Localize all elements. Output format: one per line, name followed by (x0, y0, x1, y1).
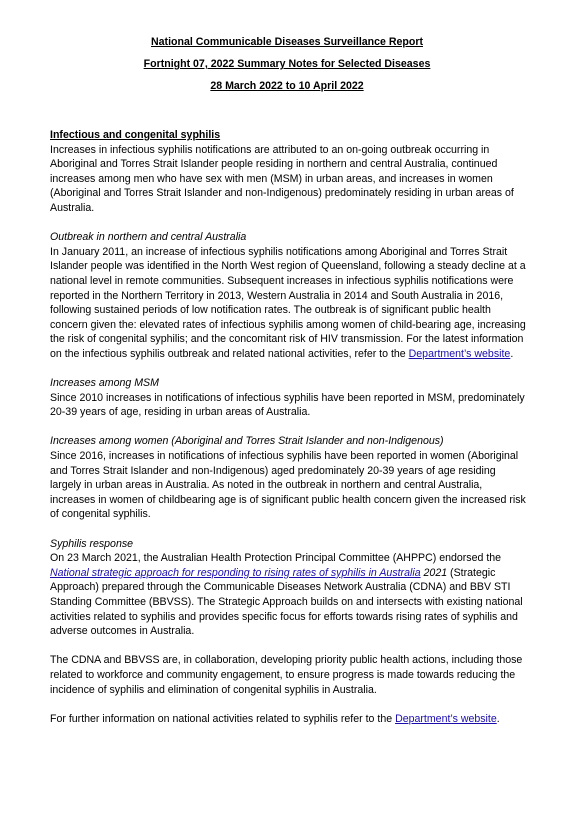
response-text-post: (Strategic Approach) prepared through the Communicable Diseases Network Australia (CDNA) and BBV STI Standing Committee (BBVSS). The Strategic Approach builds on and intersects with existing national activities related to syphilis and provides specific focus for efforts towards rising rates of syphilis and adverse outcomes in Australia. (50, 566, 523, 638)
collaboration-paragraph: The CDNA and BBVSS are, in collaboration, developing priority public health actions, including those related to workforce and community engagement, to ensure progress is made towards reducing the incidence of syphilis and elimination of congenital syphilis in Australia. (50, 654, 523, 696)
department-website-link[interactable]: Department’s website (408, 347, 511, 360)
response-year: 2021 (420, 566, 448, 579)
department-website-link-2[interactable]: Department’s website (395, 712, 497, 725)
report-date-range: 28 March 2022 to 10 April 2022 (210, 80, 364, 93)
response-heading: Syphilis response (50, 537, 134, 550)
report-header (0, 35, 574, 101)
outbreak-heading: Outbreak in northern and central Australia (50, 231, 247, 244)
msm-paragraph: Since 2010 increases in notifications of infectious syphilis have been reported in MSM, predominately 20-39 years of age, residing in urban areas of Australia. (50, 391, 525, 419)
section-intro: Increases in infectious syphilis notifications are attributed to an on-going outbreak occurring in Aboriginal and Torres Strait Islander people residing in northern and central Australia, continued increases among men who have sex with men (MSM) in urban areas, and increases in women (Aboriginal and Torres Strait Islander and non-Indigenous) predominately residing in urban areas of Australia. (50, 143, 514, 214)
response-paragraph (50, 551, 528, 639)
outbreak-tail: . (510, 347, 514, 360)
report-title: National Communicable Diseases Surveillance Report (151, 36, 423, 48)
national-strategic-approach-link[interactable]: National strategic approach for responding to rising rates of syphilis in Australia (50, 566, 421, 579)
women-heading: Increases among women (Aboriginal and Torres Strait Islander and non-Indigenous) (50, 435, 444, 448)
response-text-pre: On 23 March 2021, the Australian Health Protection Principal Committee (AHPPC) endorsed the (50, 552, 502, 565)
women-paragraph: Since 2016, increases in notifications of infectious syphilis have been reported in women (Aboriginal and Torres Strait Islander and non-Indigenous) aged predominately 20-39 years of age residing largely in urban areas in Australia. As noted in the outbreak in northern and central Australia, increases in women of childbearing age is of significant public health concern given the increased risk of congenital syphilis. (50, 450, 526, 521)
section-title: Infectious and congenital syphilis (50, 129, 221, 141)
msm-heading: Increases among MSM (50, 377, 159, 390)
further-info-text: For further information on national activities related to syphilis refer to the (50, 712, 396, 725)
outbreak-paragraph (50, 245, 528, 362)
further-info-tail: . (496, 712, 500, 725)
outbreak-text: In January 2011, an increase of infectious syphilis notifications among Aboriginal and Torres Strait Islander people was identified in the North West region of Queensland, following a steady decline at a national level in remote communities. Subsequent increases in infectious syphilis notifications were reported in the Northern Territory in 2013, Western Australia in 2014 and South Australia in 2016, following sustained periods of low notification rates. The outbreak is of significant public health concern given the: elevated rates of infectious syphilis among women of child-bearing age, increasing the risk of congenital syphilis; and the concomitant risk of HIV transmission. For the latest information on the infectious syphilis outbreak and related national activities, refer to the (50, 245, 526, 360)
report-subtitle: Fortnight 07, 2022 Summary Notes for Selected Diseases (143, 58, 431, 71)
further-info-paragraph (50, 712, 528, 727)
report-body (50, 128, 528, 741)
